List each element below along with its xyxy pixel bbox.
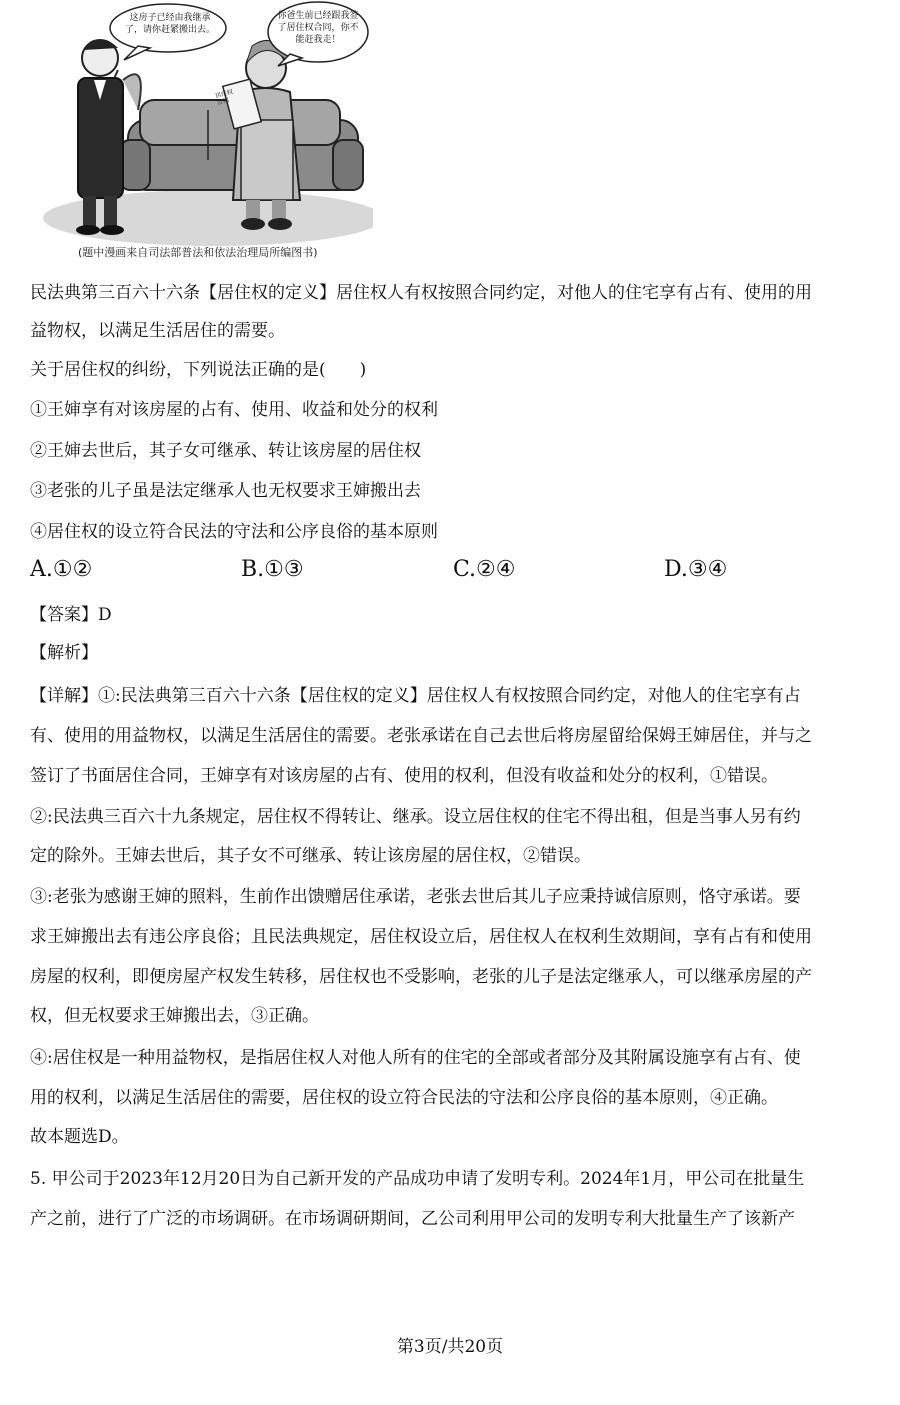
cartoon-illustration (28, 0, 373, 262)
analysis-line: ③:老张为感谢王婶的照料，生前作出馈赠居住承诺，老张去世后其儿子应秉持诚信原则，恪守承诺。要 (30, 887, 801, 907)
speech-bubble-woman: 你爸生前已经跟我签了居住权合同，你不能赶我走！ (277, 11, 359, 45)
analysis-conclusion: 故本题选D。 (30, 1127, 129, 1147)
paragraph-line: 益物权，以满足生活居住的需要。 (30, 321, 285, 341)
paragraph-line: 民法典第三百六十六条【居住权的定义】居住权人有权按照合同约定，对他人的住宅享有占有、使用的用 (30, 283, 812, 303)
answer-line: 【答案】D (30, 605, 112, 625)
analysis-line: 用的权利，以满足生活居住的需要，居住权的设立符合民法的守法和公序良俗的基本原则，④正确。 (30, 1088, 778, 1108)
statement-item-4: ④居住权的设立符合民法的守法和公序良俗的基本原则 (30, 522, 438, 542)
speech-bubble-man: 这房子已经由我继承了，请你赶紧搬出去。 (124, 13, 215, 35)
analysis-line: ②:民法典三百六十九条规定，居住权不得转让、继承。设立居住权的住宅不得出租，但是当事人另有约 (30, 807, 801, 827)
analysis-line: 房屋的权利，即便房屋产权发生转移，居住权也不受影响，老张的儿子是法定继承人，可以继承房屋的产 (30, 967, 812, 987)
analysis-line: 求王婶搬出去有违公序良俗；且民法典规定，居住权设立后，居住权人在权利生效期间，享有占有和使用 (30, 927, 812, 947)
option-c: C.②④ (453, 557, 516, 582)
question-5-line: 5. 甲公司于2023年12月20日为自己新开发的产品成功申请了发明专利。2024年1月，甲公司在批量生 (30, 1169, 805, 1189)
analysis-line: ④:居住权是一种用益物权，是指居住权人对他人所有的住宅的全部或者部分及其附属设施享有占有、使 (30, 1048, 801, 1068)
statement-item-2: ②王婶去世后，其子女可继承、转让该房屋的居住权 (30, 441, 421, 461)
question-stem: 关于居住权的纠纷，下列说法正确的是( ) (30, 360, 367, 380)
option-a: A.①② (30, 557, 93, 582)
page-number: 第3页/共20页 (396, 1337, 504, 1357)
contract-document-label: 居住权合同 (214, 88, 234, 107)
statement-item-3: ③老张的儿子虽是法定继承人也无权要求王婶搬出去 (30, 481, 421, 501)
option-d: D.③④ (664, 557, 728, 582)
analysis-heading: 【解析】 (30, 643, 98, 663)
analysis-line: 有、使用的用益物权，以满足生活居住的需要。老张承诺在自己去世后将房屋留给保姆王婶居住，并与之 (30, 726, 812, 746)
option-b: B.①③ (241, 557, 304, 582)
analysis-line: 签订了书面居住合同，王婶享有对该房屋的占有、使用的权利，但没有收益和处分的权利，①错误。 (30, 766, 778, 786)
analysis-line: 【详解】①:民法典第三百六十六条【居住权的定义】居住权人有权按照合同约定，对他人的住宅享有占 (30, 686, 801, 706)
question-5-line: 产之前，进行了广泛的市场调研。在市场调研期间，乙公司利用甲公司的发明专利大批量生产了该新产 (30, 1209, 795, 1229)
analysis-line: 权，但无权要求王婶搬出去，③正确。 (30, 1006, 319, 1026)
analysis-line: 定的除外。王婶去世后，其子女不可继承、转让该房屋的居住权，②错误。 (30, 846, 591, 866)
statement-item-1: ①王婶享有对该房屋的占有、使用、收益和处分的权利 (30, 400, 438, 420)
figure-caption: (题中漫画来自司法部普法和依法治理局所编图书) (78, 246, 318, 259)
